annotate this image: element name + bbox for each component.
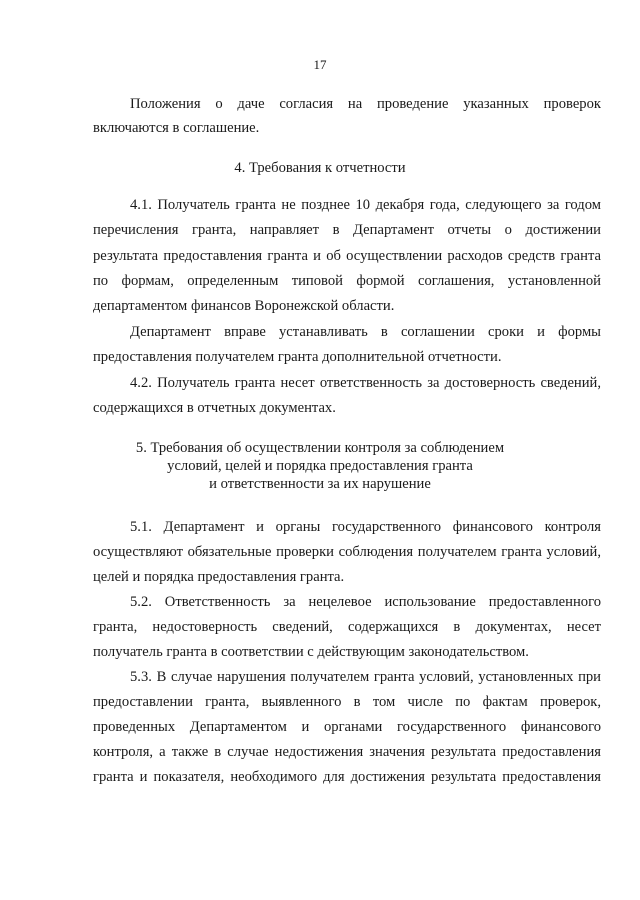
section-heading: 4. Требования к отчетности [234, 160, 406, 176]
section-heading-line: и ответственности за их нарушение [209, 476, 431, 492]
paragraph-line: 5.1. Департамент и органы государственного финансового контроля [130, 519, 601, 535]
paragraph-line: содержащихся в отчетных документах. [93, 400, 336, 416]
paragraph-line: получатель гранта в соответствии с действующим законодательством. [93, 644, 529, 660]
paragraph-line: предоставлении гранта, выявленного в том числе по фактам проверок, [93, 694, 601, 710]
paragraph-line: Положения о даче согласия на проведение указанных проверок [130, 96, 601, 112]
paragraph-line: 4.1. Получатель гранта не позднее 10 декабря года, следующего за годом [130, 197, 601, 213]
paragraph-line: департаментом финансов Воронежской области. [93, 298, 395, 314]
section-heading-line: 5. Требования об осуществлении контроля за соблюдением [135, 440, 505, 456]
paragraph-line: включаются в соглашение. [93, 120, 260, 136]
paragraph-line: 4.2. Получатель гранта несет ответственность за достоверность сведений, [130, 375, 601, 391]
paragraph-line: осуществляют обязательные проверки соблюдения получателем гранта условий, [93, 544, 601, 560]
paragraph-line: проведенных Департаментом и органами государственного финансового [93, 719, 601, 735]
paragraph-line: 5.2. Ответственность за нецелевое использование предоставленного [130, 594, 601, 610]
paragraph-line: гранта, недостоверность сведений, содержащихся в документах, несет [93, 619, 601, 635]
paragraph-line: предоставления получателем гранта дополнительной отчетности. [93, 349, 502, 365]
paragraph-line: по формам, определенным типовой формой соглашения, установленной [93, 273, 601, 289]
paragraph-line: перечисления гранта, направляет в Департамент отчеты о достижении [93, 222, 601, 238]
paragraph-line: гранта и показателя, необходимого для достижения результата предоставления [93, 769, 601, 785]
paragraph-line: результата предоставления гранта и об осуществлении расходов средств гранта [93, 248, 601, 264]
page-number: 17 [313, 57, 327, 72]
section-heading-line: условий, целей и порядка предоставления гранта [167, 458, 473, 474]
paragraph-line: контроля, а также в случае недостижения значения результата предоставления [93, 744, 601, 760]
paragraph-line: 5.3. В случае нарушения получателем гранта условий, установленных при [130, 669, 601, 685]
paragraph-line: целей и порядка предоставления гранта. [93, 569, 345, 585]
paragraph-line: Департамент вправе устанавливать в соглашении сроки и формы [130, 324, 601, 340]
